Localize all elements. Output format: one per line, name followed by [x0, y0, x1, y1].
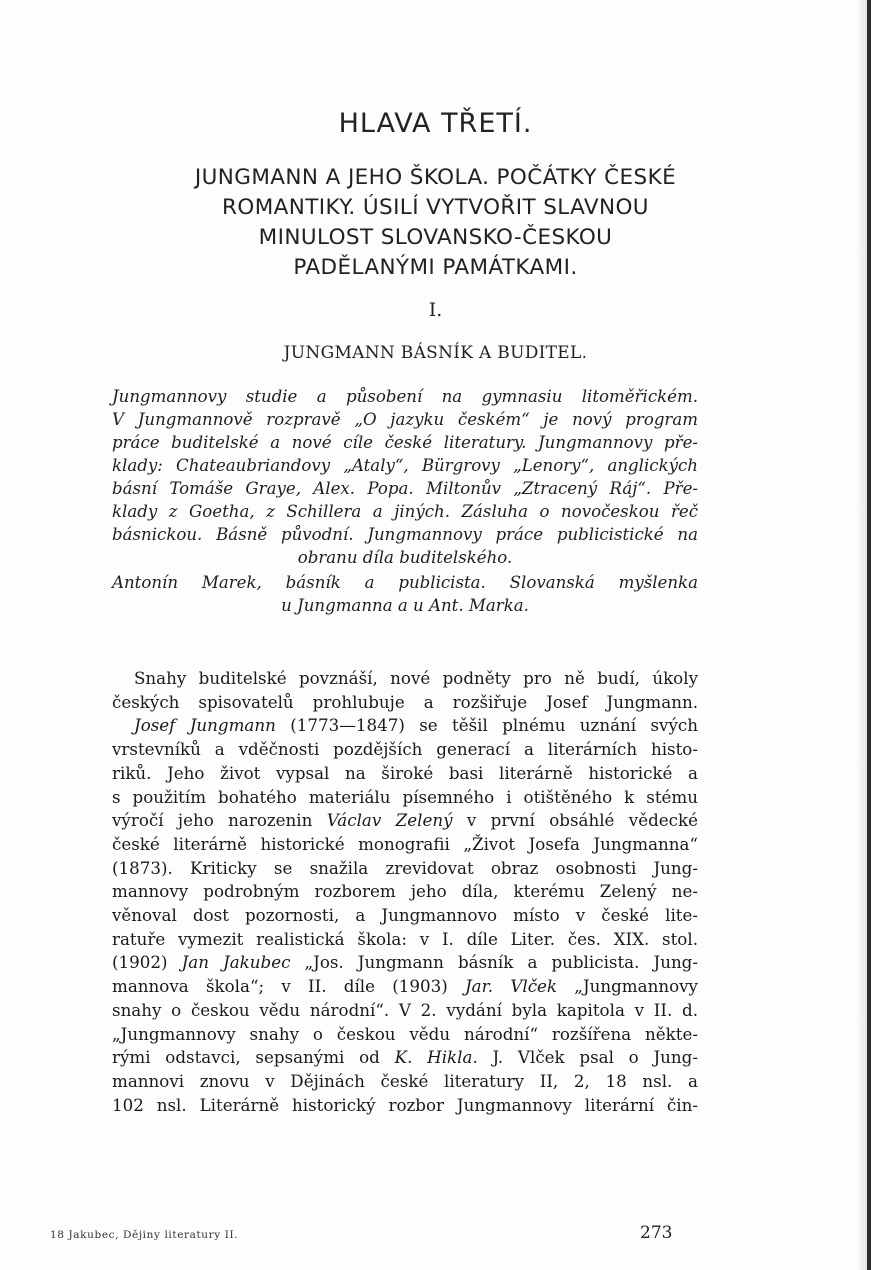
body-text-span: mannova škola“; v II. díle (1903) [112, 976, 465, 997]
page-number: 273 [640, 1223, 673, 1243]
body-line [112, 809, 698, 833]
body-line: české literárně historické monografii „Život Josefa Jungmanna“ [112, 833, 698, 854]
body-text-span: (1773—1847) se těšil plnému uznání svých [275, 715, 698, 736]
body-line: s použitím bohatého materiálu písemného i otištěného k stému [112, 786, 698, 807]
chapter-title-line: ROMANTIKY. ÚSILÍ VYTVOŘIT SLAVNOU [222, 195, 649, 220]
chapter-title-line: PADĚLANÝMI PAMÁTKAMI. [293, 255, 578, 280]
summary-line: Antonín Marek, básník a publicista. Slovanská myšlenka [112, 573, 698, 592]
summary-line: V Jungmannově rozpravě „O jazyku českém“ je nový program [112, 410, 698, 429]
summary-line: obranu díla buditelského. [297, 548, 513, 567]
chapter-label: HLAVA TŘETÍ. [338, 108, 533, 139]
body-text-span: rými odstavci, sepsanými od [112, 1047, 395, 1068]
summary-line: básnickou. Básně původní. Jungmannovy práce publicistické na [112, 525, 698, 544]
body-line: mannovy podrobným rozborem jeho díla, kterému Zelený ne- [112, 881, 698, 902]
printer-signature: 18 Jakubec, Dějiny literatury II. [50, 1229, 239, 1241]
body-line: mannovi znovu v Dějinách české literatury II, 2, 18 nsl. a [112, 1070, 698, 1091]
summary-line: u Jungmanna a u Ant. Marka. [281, 596, 529, 615]
body-paragraph [112, 667, 698, 1117]
body-line [112, 714, 698, 738]
body-line: (1873). Kriticky se snažila zrevidovat obraz osobnosti Jung- [112, 857, 698, 878]
body-line: ratuře vymezit realistická škola: v I. díle Liter. čes. XIX. stol. [112, 928, 698, 949]
body-line [112, 975, 698, 999]
summary-line: práce buditelské a nové cíle české literatury. Jungmannovy pře- [112, 433, 698, 452]
page-edge-shadow [857, 0, 867, 1270]
body-line: snahy o českou vědu národní“. V 2. vydání byla kapitola v II. d. [112, 999, 698, 1020]
body-line [112, 1046, 698, 1070]
body-text-span: v první obsáhlé vědecké [452, 810, 698, 831]
section-title: JUNGMANN BÁSNÍK A BUDITEL. [283, 343, 588, 363]
body-text-span: . J. Vlček psal o Jung- [472, 1047, 698, 1068]
chapter-title-line: MINULOST SLOVANSKO-ČESKOU [258, 225, 613, 250]
section-summary [112, 385, 698, 617]
body-line [112, 951, 698, 975]
body-line: vrstevníků a vděčnosti pozdějších generací a literárních histo- [112, 739, 698, 760]
body-line: věnoval dost pozornosti, a Jungmannovo místo v české lite- [112, 905, 698, 926]
body-text-span: „Jos. Jungmann básník a publicista. Jung- [290, 952, 699, 973]
summary-line: klady z Goetha, z Schillera a jiných. Zásluha o novočeskou řeč [112, 502, 698, 521]
body-line: 102 nsl. Literárně historický rozbor Jungmannovy literární čin- [112, 1094, 698, 1115]
body-text-span: „Jungmannovy [557, 976, 698, 997]
body-line: riků. Jeho život vypsal na široké basi literárně historické a [112, 762, 698, 783]
body-text-span: (1902) [112, 952, 182, 973]
person-name: Jan Jakubec [181, 952, 291, 973]
person-name: Václav Zelený [326, 810, 453, 831]
person-name: Josef Jungmann [134, 715, 276, 736]
person-name: Jar. Vlček [464, 976, 558, 997]
summary-line: básní Tomáše Graye, Alex. Popa. Miltonův „Ztracený Ráj“. Pře- [112, 479, 698, 498]
body-line: Snahy buditelské povznáší, nové podněty pro ně budí, úkoly [134, 668, 698, 688]
person-name: K. Hikla [394, 1047, 473, 1068]
summary-line: klady: Chateaubriandovy „Ataly“, Bürgrovy „Lenory“, anglických [112, 456, 698, 475]
body-text-span: výročí jeho narozenin [112, 810, 327, 831]
chapter-title-line: JUNGMANN A JEHO ŠKOLA. POČÁTKY ČESKÉ [194, 165, 677, 190]
chapter-title [60, 163, 811, 283]
section-number: I. [428, 299, 443, 321]
summary-line: Jungmannovy studie a působení na gymnasiu litoměřickém. [112, 387, 698, 406]
body-line: českých spisovatelů prohlubuje a rozšiřuje Josef Jungmann. [112, 691, 698, 712]
page-edge [867, 0, 871, 1270]
body-line: „Jungmannovy snahy o českou vědu národní“ rozšířena někte- [112, 1023, 698, 1044]
